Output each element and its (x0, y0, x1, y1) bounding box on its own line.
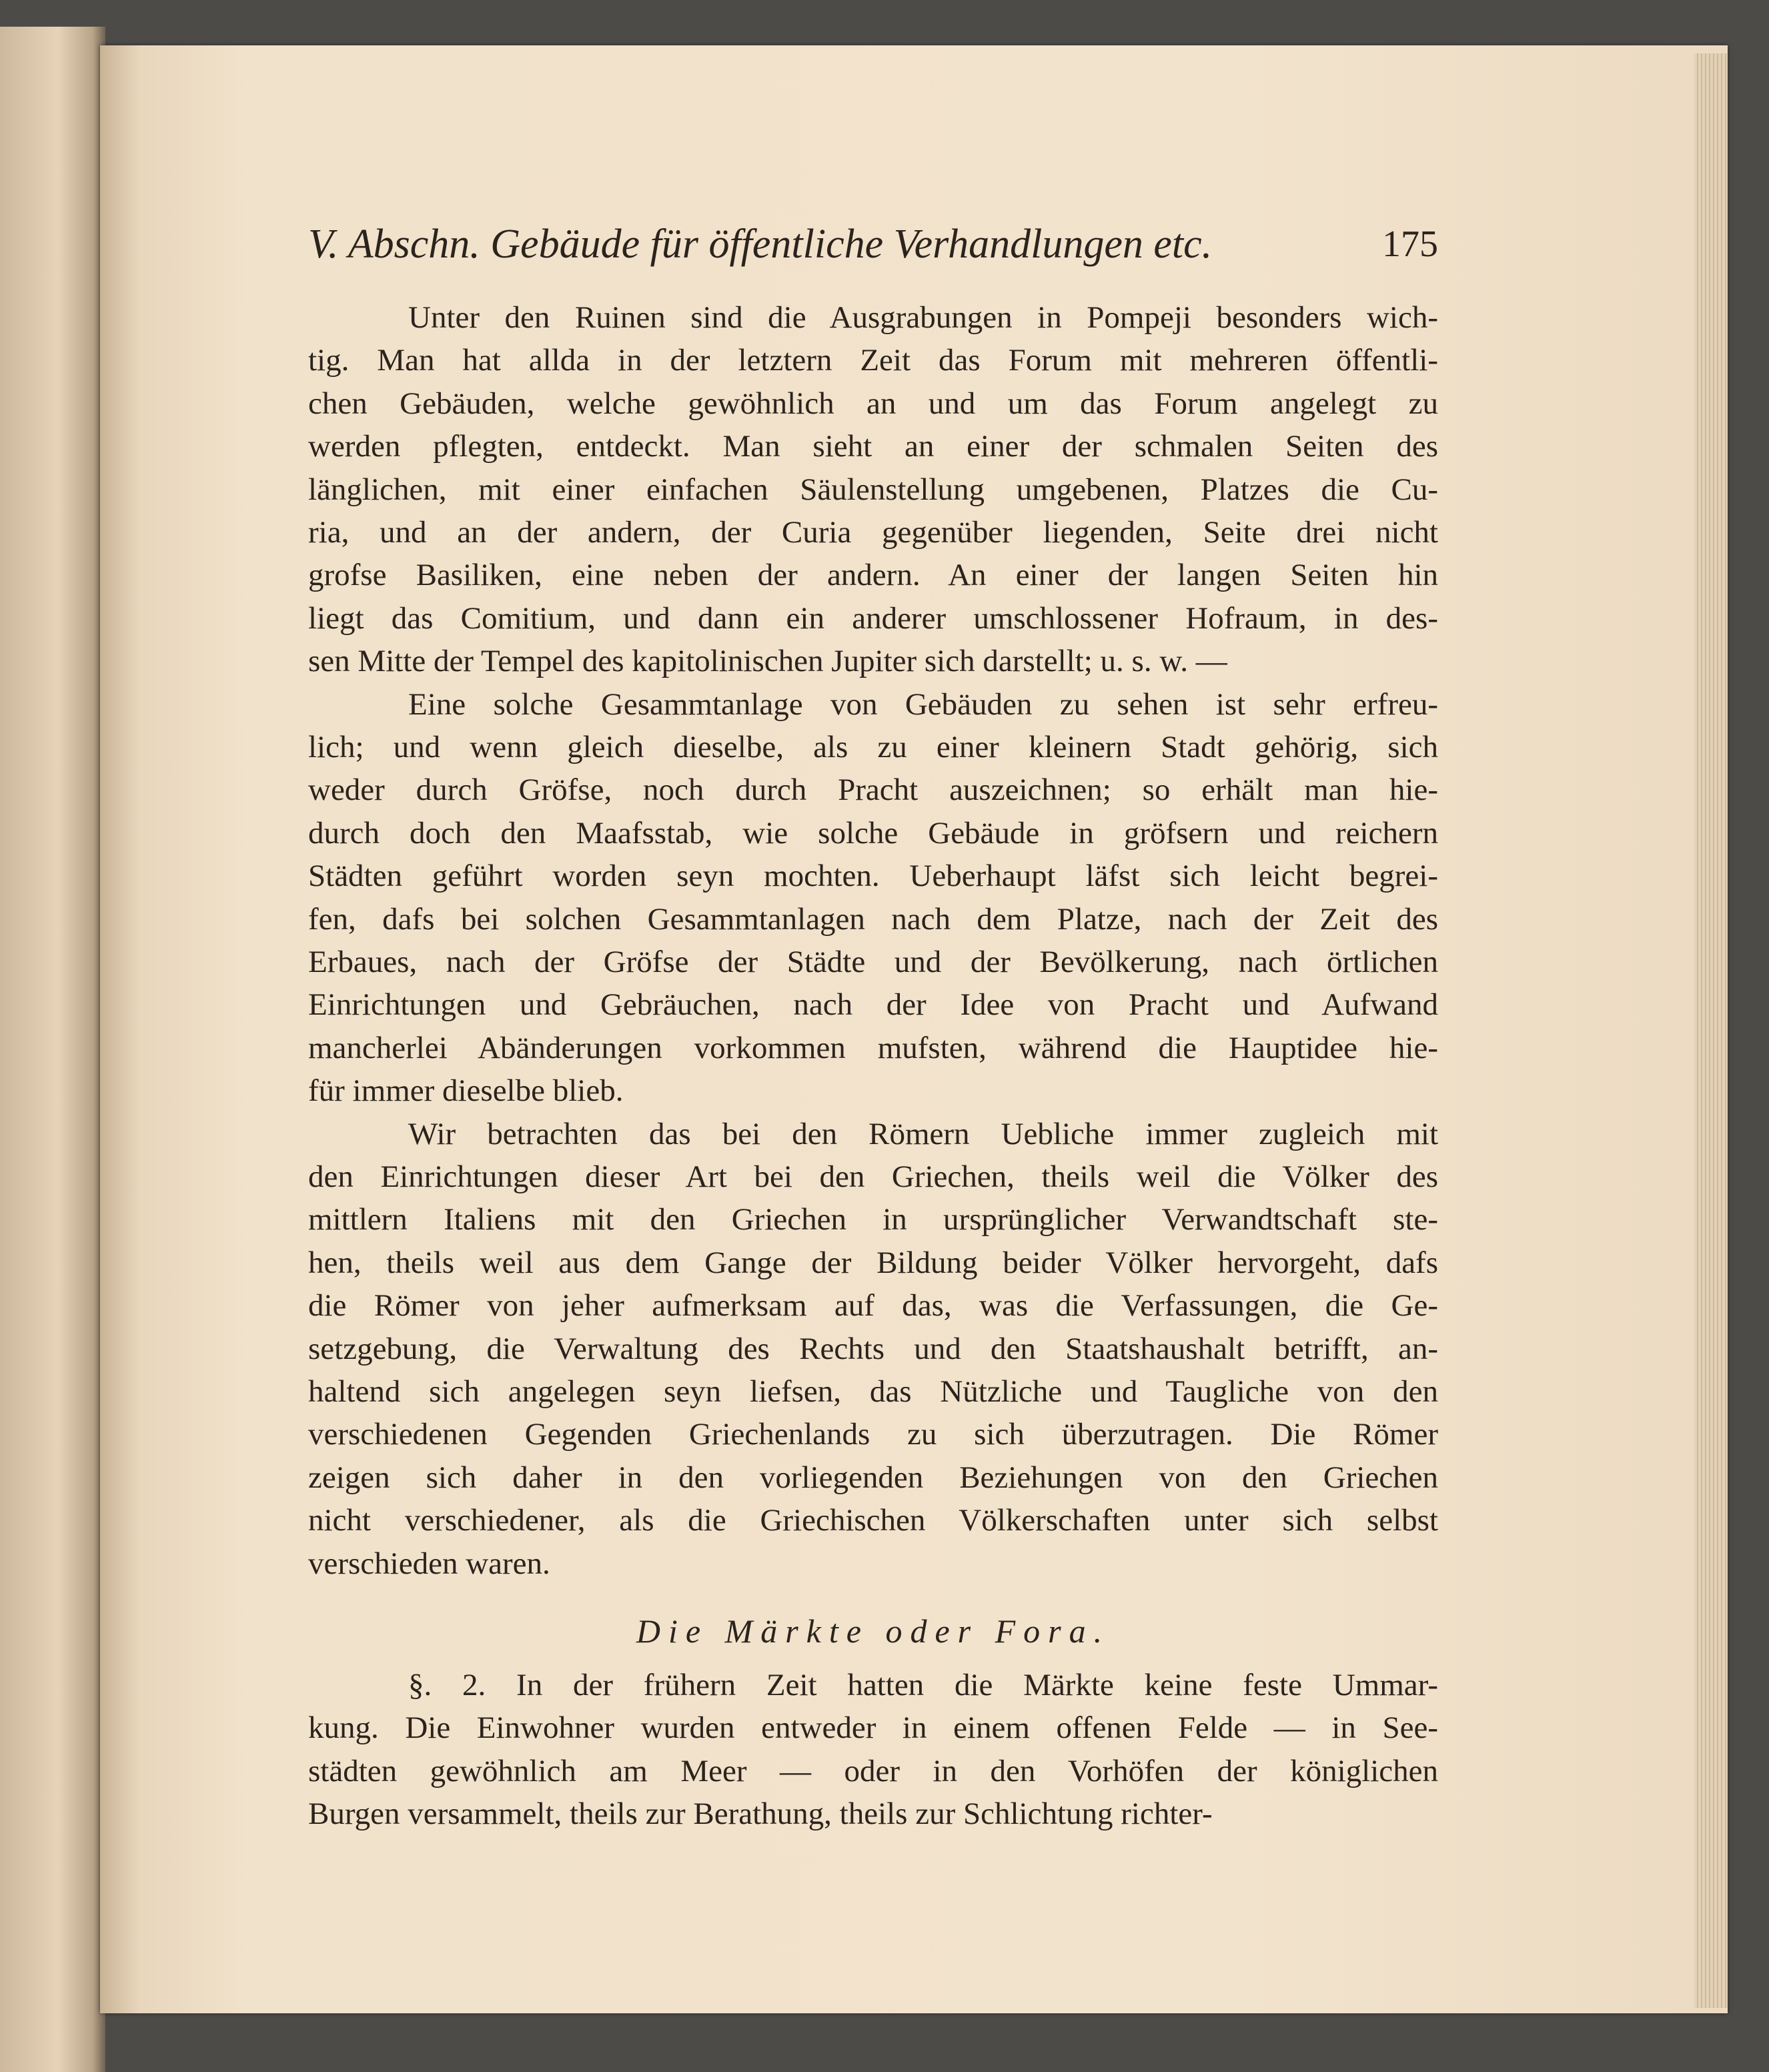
text-line: Erbaues, nach der Gröfse der Städte und der Bevölkerung, nach örtlichen (308, 945, 1438, 979)
text-line: haltend sich angelegen seyn liefsen, das Nützliche und Taugliche von den (308, 1374, 1438, 1409)
text-line: Unter den Ruinen sind die Ausgrabungen in Pompeji besonders wich- (408, 300, 1438, 335)
text-line: verschieden waren. (308, 1546, 550, 1581)
text-line: nicht verschiedener, als die Griechischen Völkerschaften unter sich selbst (308, 1503, 1438, 1538)
text-line: liegt das Comitium, und dann ein anderer umschlossener Hofraum, in des- (308, 601, 1438, 636)
text-line: für immer dieselbe blieb. (308, 1073, 624, 1108)
running-head (308, 217, 1438, 271)
text-line: durch doch den Maafsstab, wie solche Gebäude in gröfsern und reichern (308, 816, 1438, 851)
page-number: 175 (1382, 223, 1438, 265)
page-stack-edge (1694, 53, 1728, 2008)
text-line: tig. Man hat allda in der letztern Zeit das Forum mit mehreren öffentli- (308, 343, 1438, 378)
text-line: Städten geführt worden seyn mochten. Ueberhaupt läfst sich leicht begrei- (308, 859, 1438, 893)
section-heading: Die Märkte oder Fora. (636, 1612, 1111, 1650)
text-line: zeigen sich daher in den vorliegenden Beziehungen von den Griechen (308, 1460, 1438, 1495)
text-line: setzgebung, die Verwaltung des Rechts und den Staatshaushalt betrifft, an- (308, 1332, 1438, 1366)
text-line: den Einrichtungen dieser Art bei den Griechen, theils weil die Völker des (308, 1159, 1438, 1194)
text-line: werden pflegten, entdeckt. Man sieht an einer der schmalen Seiten des (308, 429, 1438, 464)
text-line: fen, dafs bei solchen Gesammtanlagen nach dem Platze, nach der Zeit des (308, 902, 1438, 937)
text-line: die Römer von jeher aufmerksam auf das, was die Verfassungen, die Ge- (308, 1288, 1438, 1323)
text-line: kung. Die Einwohner wurden entweder in einem offenen Felde — in See- (308, 1710, 1438, 1745)
text-line: Burgen versammelt, theils zur Berathung, theils zur Schlichtung richter- (308, 1796, 1213, 1831)
text-line: verschiedenen Gegenden Griechenlands zu sich überzutragen. Die Römer (308, 1417, 1438, 1452)
text-line: §. 2. In der frühern Zeit hatten die Märkte keine feste Ummar- (408, 1668, 1438, 1702)
text-line: städten gewöhnlich am Meer — oder in den Vorhöfen der königlichen (308, 1754, 1438, 1788)
text-line: mittlern Italiens mit den Griechen in ursprünglicher Verwandtschaft ste- (308, 1202, 1438, 1237)
text-line: länglichen, mit einer einfachen Säulenstellung umgebenen, Platzes die Cu- (308, 472, 1438, 507)
running-head-title: V. Abschn. Gebäude für öffentliche Verhandlungen etc. (308, 221, 1213, 267)
text-line: sen Mitte der Tempel des kapitolinischen Jupiter sich darstellt; u. s. w. — (308, 644, 1227, 678)
text-line: grofse Basiliken, eine neben der andern. An einer der langen Seiten hin (308, 558, 1438, 592)
text-line: lich; und wenn gleich dieselbe, als zu einer kleinern Stadt gehörig, sich (308, 730, 1438, 764)
text-line: Eine solche Gesammtanlage von Gebäuden zu sehen ist sehr erfreu- (408, 687, 1438, 722)
text-line: mancherlei Abänderungen vorkommen mufsten, während die Hauptidee hie- (308, 1031, 1438, 1065)
left-page-edge (0, 27, 105, 2072)
text-line: Wir betrachten das bei den Römern Uebliche immer zugleich mit (408, 1117, 1438, 1151)
text-line: weder durch Gröfse, noch durch Pracht auszeichnen; so erhält man hie- (308, 772, 1438, 807)
text-line: hen, theils weil aus dem Gange der Bildung beider Völker hervorgeht, dafs (308, 1245, 1438, 1280)
text-line: Einrichtungen und Gebräuchen, nach der Idee von Pracht und Aufwand (308, 987, 1438, 1022)
text-line: ria, und an der andern, der Curia gegenüber liegenden, Seite drei nicht (308, 515, 1438, 550)
text-line: chen Gebäuden, welche gewöhnlich an und um das Forum angelegt zu (308, 386, 1438, 421)
